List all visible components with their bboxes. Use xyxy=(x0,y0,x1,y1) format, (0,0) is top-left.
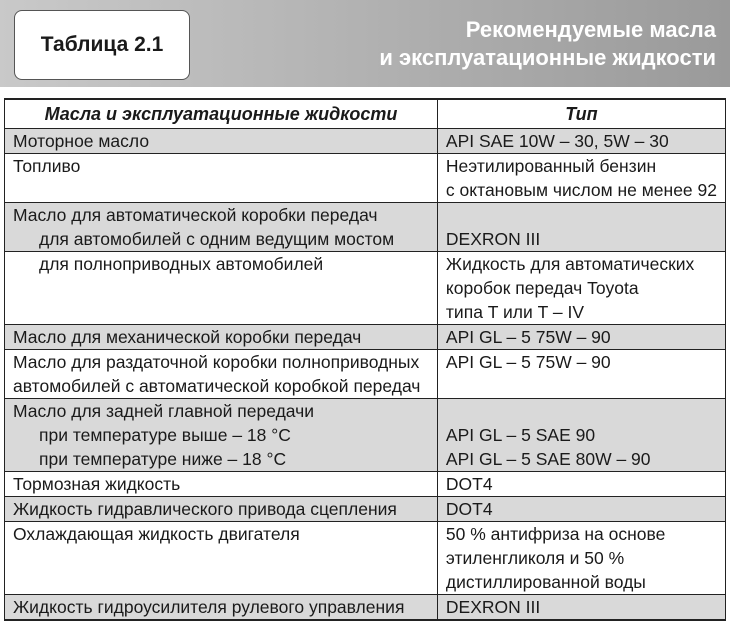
fluid-name-line: Масло для механической коробки передач xyxy=(13,327,362,347)
fluid-name-line: Охлаждающая жидкость двигателя xyxy=(13,524,300,544)
fluid-type-cell xyxy=(437,154,725,203)
table-title xyxy=(379,16,716,72)
fluid-type-line: Жидкость для автоматических xyxy=(445,254,695,274)
table-row xyxy=(5,203,726,252)
table-title-line-1: Рекомендуемые масла xyxy=(465,17,716,42)
fluid-type-line: этиленгликоля и 50 % xyxy=(445,548,625,568)
table-row xyxy=(5,497,726,522)
table-header-bar xyxy=(0,0,730,87)
fluid-type-line: Неэтилированный бензин xyxy=(445,156,657,176)
fluid-name-line: при температуре выше – 18 °C xyxy=(39,425,291,445)
fluid-name-cell xyxy=(5,252,438,325)
fluid-name-line: при температуре ниже – 18 °C xyxy=(39,449,287,469)
fluid-type-cell xyxy=(437,497,725,522)
fluid-type-line: API GL – 5 75W – 90 xyxy=(445,327,611,347)
column-header-type: Тип xyxy=(437,99,725,129)
fluid-name-line: Тормозная жидкость xyxy=(13,474,181,494)
column-header-fluids: Масла и эксплуатационные жидкости xyxy=(5,99,438,129)
fluid-name-line: Моторное масло xyxy=(13,131,150,151)
table-row xyxy=(5,350,726,399)
fluid-type-line: API GL – 5 75W – 90 xyxy=(445,352,611,372)
fluid-type-line xyxy=(446,203,717,227)
fluid-type-line: дистиллированной воды xyxy=(445,572,646,592)
fluid-name-line: для полноприводных автомобилей xyxy=(39,254,324,274)
fluid-type-line: типа T или T – IV xyxy=(445,302,585,322)
fluid-type-line: DOT4 xyxy=(445,499,493,519)
table-row xyxy=(5,595,726,621)
fluid-type-cell xyxy=(437,325,725,350)
fluid-type-line: DEXRON III xyxy=(445,229,541,249)
table-row xyxy=(5,252,726,325)
fluid-name-cell xyxy=(5,522,438,595)
table-row xyxy=(5,399,726,472)
fluid-name-cell xyxy=(5,129,438,154)
fluid-type-line: API GL – 5 SAE 80W – 90 xyxy=(445,449,651,469)
fluid-name-cell xyxy=(5,203,438,252)
fluid-name-cell xyxy=(5,399,438,472)
table-row xyxy=(5,154,726,203)
fluid-name-cell xyxy=(5,154,438,203)
fluid-type-cell xyxy=(437,252,725,325)
fluid-type-line: DOT4 xyxy=(445,474,493,494)
fluid-type-line xyxy=(446,399,717,423)
fluid-type-line: API SAE 10W – 30, 5W – 30 xyxy=(445,131,669,151)
table-row xyxy=(5,325,726,350)
fluid-type-line: с октановым числом не менее 92 xyxy=(445,180,717,200)
fluid-name-line: Масло для автоматической коробки передач xyxy=(13,205,378,225)
fluid-type-cell xyxy=(437,203,725,252)
fluid-name-line: Топливо xyxy=(13,156,81,176)
fluid-name-cell xyxy=(5,497,438,522)
fluid-type-cell xyxy=(437,472,725,497)
fluid-name-cell xyxy=(5,325,438,350)
fluid-type-cell xyxy=(437,522,725,595)
table-header-row xyxy=(5,99,726,129)
fluid-name-line: Жидкость гидроусилителя рулевого управления xyxy=(13,597,405,617)
table-row xyxy=(5,472,726,497)
fluid-name-cell xyxy=(5,595,438,621)
fluid-type-cell xyxy=(437,595,725,621)
fluid-type-line: DEXRON III xyxy=(445,597,541,617)
fluid-type-cell xyxy=(437,350,725,399)
fluid-name-line: Масло для раздаточной коробки полноприводных xyxy=(13,352,420,372)
fluid-name-line: Жидкость гидравлического привода сцепления xyxy=(13,499,397,519)
fluid-name-cell xyxy=(5,472,438,497)
fluid-type-line: API GL – 5 SAE 90 xyxy=(445,425,596,445)
fluid-name-line: Масло для задней главной передачи xyxy=(13,401,315,421)
fluid-name-cell xyxy=(5,350,438,399)
fluid-type-line: 50 % антифриза на основе xyxy=(445,524,666,544)
table-row xyxy=(5,522,726,595)
fluid-type-line: коробок передач Toyota xyxy=(445,278,639,298)
fluids-table xyxy=(4,98,726,621)
fluid-name-line: автомобилей с автоматической коробкой передач xyxy=(13,376,421,396)
fluid-type-cell xyxy=(437,399,725,472)
table-number-label: Таблица 2.1 xyxy=(14,10,190,80)
table-title-line-2: и эксплуатационные жидкости xyxy=(379,45,716,70)
fluid-type-cell xyxy=(437,129,725,154)
table-row xyxy=(5,129,726,154)
fluid-name-line: для автомобилей с одним ведущим мостом xyxy=(39,229,395,249)
